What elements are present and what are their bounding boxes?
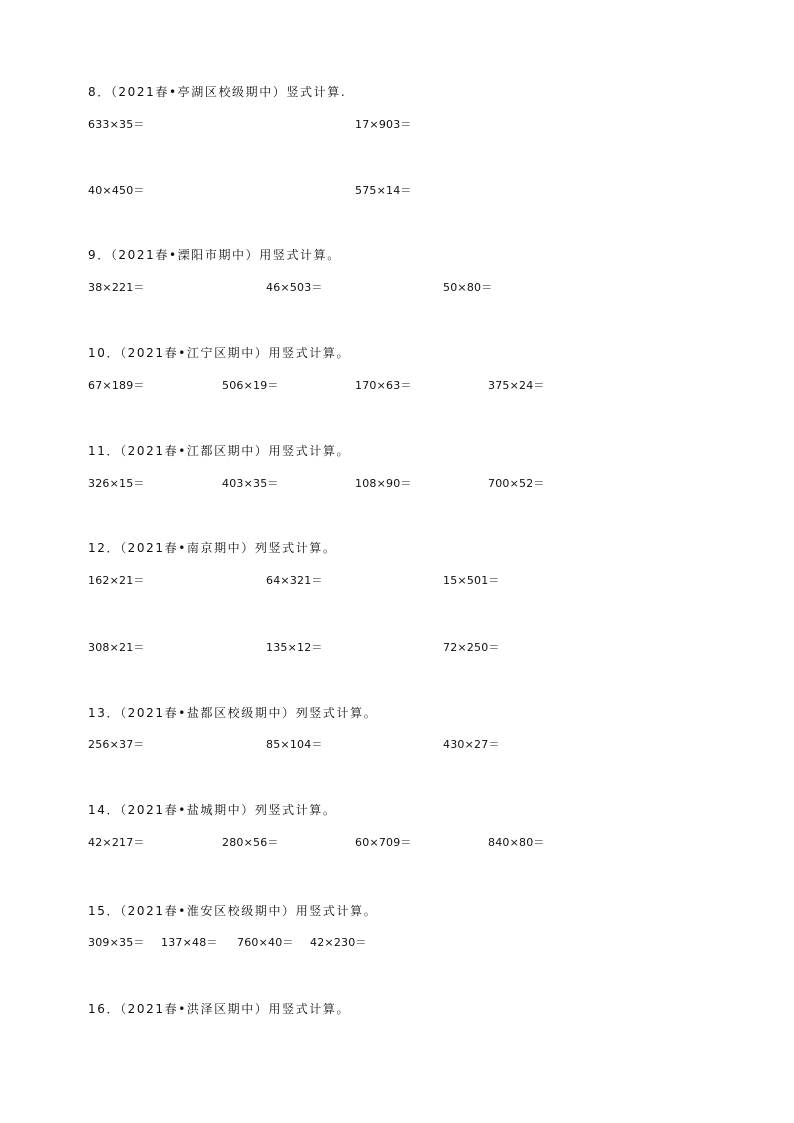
question-13-title: 13．（2021春•盐都区校级期中）列竖式计算。 — [88, 706, 378, 720]
question-15-title: 15．（2021春•淮安区校级期中）用竖式计算。 — [88, 904, 378, 918]
q10-expr-4: 375×24＝ — [488, 379, 545, 392]
q14-expr-2: 280×56＝ — [222, 836, 279, 849]
q9-expr-1: 38×221＝ — [88, 281, 145, 294]
q15-expr-1: 309×35＝ — [88, 936, 145, 949]
q15-expr-2: 137×48＝ — [161, 936, 218, 949]
q12-expr-2: 64×321＝ — [266, 574, 323, 587]
q14-expr-4: 840×80＝ — [488, 836, 545, 849]
q8-expr-2: 17×903＝ — [355, 118, 412, 131]
q10-expr-2: 506×19＝ — [222, 379, 279, 392]
q12-expr-5: 135×12＝ — [266, 641, 323, 654]
q13-expr-1: 256×37＝ — [88, 738, 145, 751]
question-12-title: 12．（2021春•南京期中）列竖式计算。 — [88, 541, 337, 555]
question-11-title: 11．（2021春•江都区期中）用竖式计算。 — [88, 444, 351, 458]
question-8-title: 8．（2021春•亭湖区校级期中）竖式计算. — [88, 85, 347, 99]
q8-expr-4: 575×14＝ — [355, 184, 412, 197]
q15-expr-4: 42×230＝ — [310, 936, 367, 949]
q14-expr-3: 60×709＝ — [355, 836, 412, 849]
q8-expr-1: 633×35＝ — [88, 118, 145, 131]
question-14-title: 14．（2021春•盐城期中）列竖式计算。 — [88, 803, 337, 817]
question-10-title: 10．（2021春•江宁区期中）用竖式计算。 — [88, 346, 351, 360]
question-16-title: 16．（2021春•洪泽区期中）用竖式计算。 — [88, 1002, 351, 1016]
q13-expr-3: 430×27＝ — [443, 738, 500, 751]
q12-expr-1: 162×21＝ — [88, 574, 145, 587]
q8-expr-3: 40×450＝ — [88, 184, 145, 197]
q11-expr-4: 700×52＝ — [488, 477, 545, 490]
q10-expr-1: 67×189＝ — [88, 379, 145, 392]
q10-expr-3: 170×63＝ — [355, 379, 412, 392]
q9-expr-3: 50×80＝ — [443, 281, 493, 294]
q12-expr-4: 308×21＝ — [88, 641, 145, 654]
q11-expr-3: 108×90＝ — [355, 477, 412, 490]
question-9-title: 9．（2021春•溧阳市期中）用竖式计算。 — [88, 248, 341, 262]
q11-expr-1: 326×15＝ — [88, 477, 145, 490]
q14-expr-1: 42×217＝ — [88, 836, 145, 849]
q11-expr-2: 403×35＝ — [222, 477, 279, 490]
q9-expr-2: 46×503＝ — [266, 281, 323, 294]
q12-expr-3: 15×501＝ — [443, 574, 500, 587]
q15-expr-3: 760×40＝ — [237, 936, 294, 949]
q12-expr-6: 72×250＝ — [443, 641, 500, 654]
q13-expr-2: 85×104＝ — [266, 738, 323, 751]
